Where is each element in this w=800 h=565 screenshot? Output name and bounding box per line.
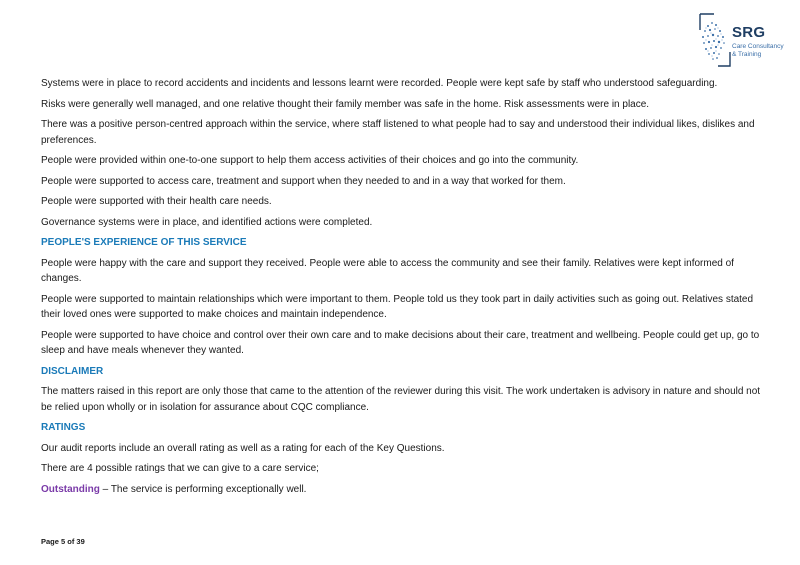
dotted-globe-icon bbox=[694, 12, 734, 68]
paragraph-person-centred: There was a positive person-centred approach within the service, where staff listened to what people had to say and understood their individual likes, dislikes and preferences. bbox=[41, 119, 755, 146]
paragraph-one-to-one: People were provided within one-to-one support to help them access activities of their choices and go into the community. bbox=[41, 155, 579, 166]
paragraph-experience-happy: People were happy with the care and support they received. People were able to access the community and see their family. Relatives were kept informed of changes. bbox=[41, 257, 734, 284]
logo-brand: SRG bbox=[732, 24, 766, 41]
rating-outstanding-line bbox=[41, 482, 769, 498]
logo-subtitle-line2: & Training bbox=[732, 51, 762, 58]
heading-peoples-experience: PEOPLE'S EXPERIENCE OF THIS SERVICE bbox=[41, 237, 247, 248]
paragraph-accidents: Systems were in place to record accidents and incidents and lessons learnt were recorded. People were kept safe by staff who understood safeguarding. bbox=[41, 78, 718, 89]
paragraph-disclaimer: The matters raised in this report are only those that came to the attention of the reviewer during this visit. The work undertaken is advisory in nature and should not be relied upon wholly or in isolation for assurance about CQC compliance. bbox=[41, 386, 761, 413]
rating-outstanding-label: Outstanding bbox=[41, 483, 100, 495]
rating-outstanding-dash: – bbox=[99, 483, 111, 495]
paragraph-health-care: People were supported with their health care needs. bbox=[41, 196, 272, 207]
logo-subtitle-line1: Care Consultancy bbox=[732, 43, 784, 50]
paragraph-access-care: People were supported to access care, treatment and support when they needed to and in a way that worked for them. bbox=[41, 175, 566, 187]
rating-outstanding-text: The service is performing exceptionally well. bbox=[110, 483, 307, 495]
company-logo bbox=[694, 12, 794, 68]
paragraph-ratings-count: There are 4 possible ratings that we can give to a care service; bbox=[41, 463, 319, 474]
heading-disclaimer: DISCLAIMER bbox=[41, 365, 104, 377]
paragraph-risks: Risks were generally well managed, and one relative thought their family member was safe in the home. Risk assessments were in place. bbox=[41, 98, 650, 110]
paragraph-ratings-overview: Our audit reports include an overall rating as well as a rating for each of the Key Questions. bbox=[41, 442, 445, 454]
paragraph-experience-choice: People were supported to have choice and control over their own care and to make decisions about their care, treatment and wellbeing. People could get up, go to sleep and have meals whenever they wanted. bbox=[41, 329, 760, 356]
paragraph-governance: Governance systems were in place, and identified actions were completed. bbox=[41, 216, 373, 228]
heading-ratings: RATINGS bbox=[41, 422, 86, 433]
report-body bbox=[41, 76, 769, 502]
paragraph-experience-relationships: People were supported to maintain relationships which were important to them. People told us they took part in daily activities such as going out. Relatives stated their loved ones were supported to make choices and maintain independence. bbox=[41, 293, 754, 320]
page-number: Page 5 of 39 bbox=[41, 537, 85, 546]
